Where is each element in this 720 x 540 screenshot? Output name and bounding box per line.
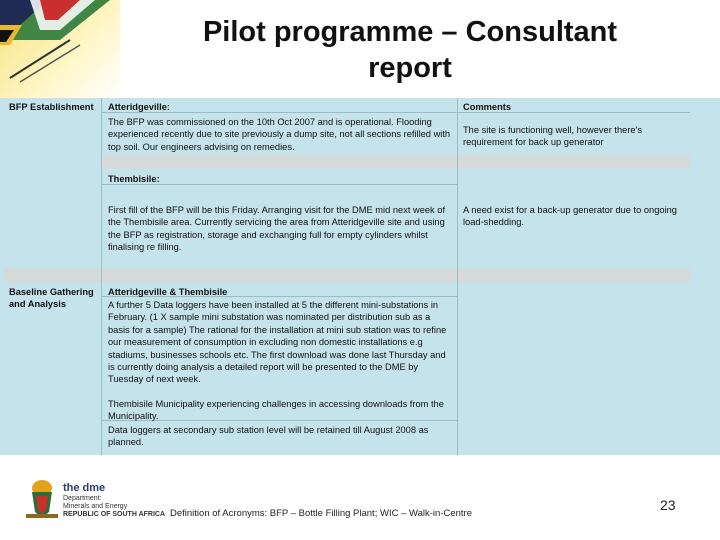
page-number: 23 (660, 497, 676, 513)
column-divider (457, 98, 458, 455)
atteridgeville-text: The BFP was commissioned on the 10th Oct 2007 and is operational. Flooding experienced recently due to site previously a dump site, not all sections refilled with top soil. Our engineers advising on remedies. (108, 117, 451, 152)
atteridgeville-comment: The site is functioning well, however there's requirement for back up generator (463, 125, 643, 148)
dme-brand: the dme (63, 482, 106, 494)
baseline-text-3: Data loggers at secondary sub station level will be retained till August 2008 as planned. (108, 425, 429, 448)
report-table (4, 98, 690, 455)
dept-line-2: Minerals and Energy (63, 503, 128, 510)
thembisile-heading: Thembisile: (108, 174, 160, 184)
baseline-heading: Atteridgeville & Thembisile (108, 287, 228, 297)
section-separator (4, 268, 690, 282)
comments-heading: Comments (463, 102, 512, 112)
atteridgeville-heading: Atteridgeville: (108, 102, 170, 112)
slide-title (130, 14, 690, 86)
section-label-bfp: BFP Establishment (9, 102, 94, 112)
thembisile-text: First fill of the BFP will be this Friday. Arranging visit for the DME mid next week of the Thembisile area. Currently servicing the area from Atteridgeville site and using the BFP as registration, storage and exchanging full for empty cylinders whilst finalising re filling. (108, 205, 446, 253)
dept-line-1: Department: (63, 495, 102, 502)
title-line-2: report (368, 52, 452, 84)
row-separator (102, 155, 690, 169)
coat-of-arms-icon (22, 474, 62, 524)
dept-line-3: REPUBLIC OF SOUTH AFRICA (63, 511, 166, 518)
title-line-1: Pilot programme – Consultant (202, 16, 618, 48)
baseline-text: A further 5 Data loggers have been installed at 5 the different mini-substations in February. (1 X sample mini substation was nominated per distribution sub as a basis for a sample) The rational for the installation at mini sub station was to refine our measurement of consumption in excluding non domestic installations e.g stadiums, businesses schools etc. The first download was done last Thursday and is currently doing analysis a detailed report will be presented to the DME by Tuesday of next week. (108, 300, 447, 385)
report-table-area (0, 98, 720, 455)
department-text (63, 482, 165, 519)
flag-decoration (0, 0, 120, 98)
thembisile-comment: A need exist for a back-up generator due to ongoing load-shedding. (463, 205, 677, 228)
section-label-baseline: Baseline Gathering and Analysis (9, 287, 94, 310)
acronym-footnote: Definition of Acronyms: BFP – Bottle Filling Plant; WIC – Walk-in-Centre (170, 508, 472, 519)
baseline-text-2: Thembisile Municipality experiencing challenges in accessing downloads from the Municipality. (108, 399, 444, 422)
south-africa-flag-icon (0, 0, 120, 98)
column-divider (101, 98, 102, 455)
